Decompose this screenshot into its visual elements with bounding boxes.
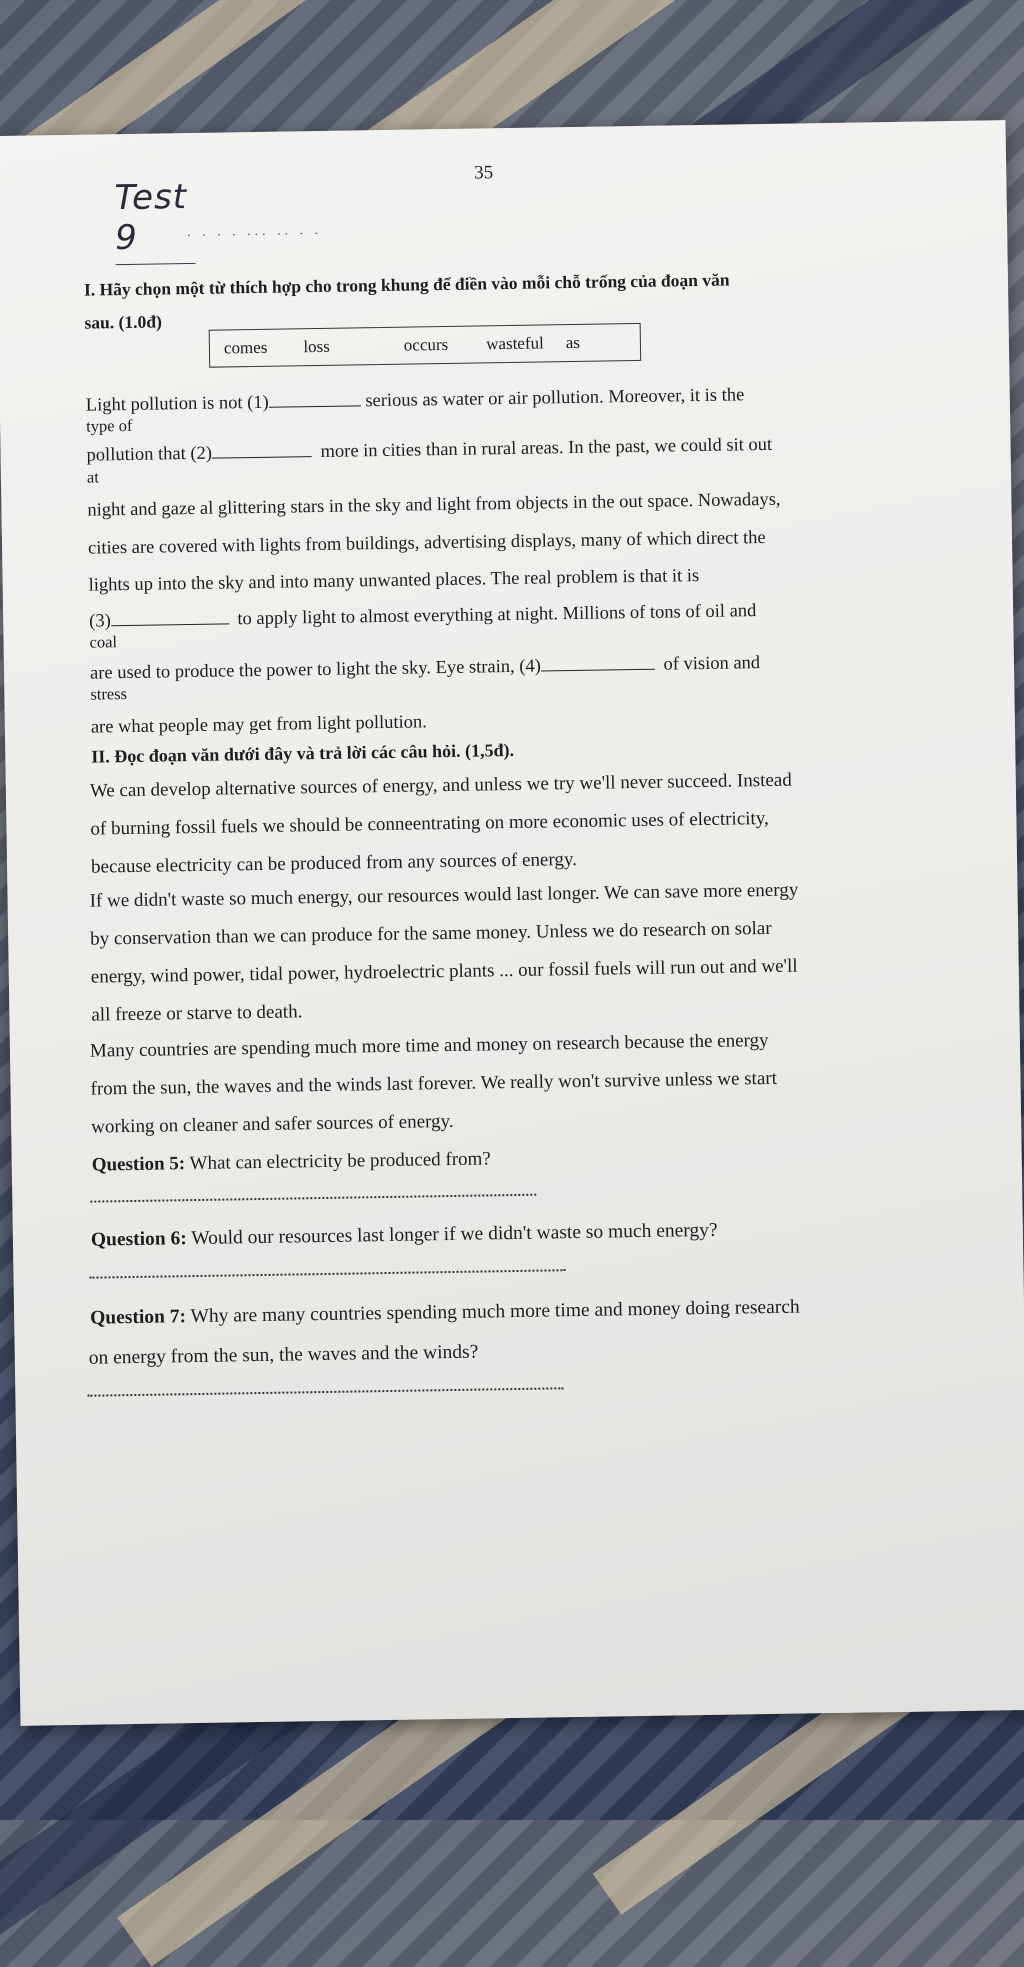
passage-line: type of: [85, 415, 133, 436]
blank-1[interactable]: [269, 404, 361, 407]
paragraph-line: because electricity can be produced from any sources of energy.: [90, 848, 578, 878]
question-7: [90, 1296, 800, 1331]
section2-heading: II. Đọc đoạn văn dưới đây và trả lời các câu hỏi. (1,5đ).: [91, 739, 515, 767]
paragraph-line: Many countries are spending much more time and money on research because the energy: [89, 1030, 769, 1062]
answer-line-6[interactable]: [89, 1267, 565, 1278]
word-option: occurs: [403, 334, 449, 355]
passage-line: [89, 600, 756, 633]
word-option: wasteful: [486, 333, 544, 354]
answer-line-7[interactable]: [87, 1385, 563, 1396]
question-label: Question 7:: [89, 1306, 187, 1329]
passage-text: Light pollution is not (1): [85, 392, 269, 416]
word-box: [209, 323, 642, 368]
passage-line: are what people may get from light pollution.: [90, 712, 427, 738]
question-label: Question 6:: [90, 1228, 187, 1251]
word-option: comes: [223, 337, 268, 358]
passage-line: [90, 652, 760, 685]
passage-line: [86, 384, 745, 417]
passage-text: (3): [89, 611, 111, 632]
passage-line: coal: [89, 632, 118, 652]
section1-heading-cont: sau. (1.0đ): [84, 311, 162, 333]
word-option: loss: [303, 336, 330, 357]
paragraph-line: We can develop alternative sources of energy, and unless we try we'll never succeed. Instead: [89, 769, 792, 802]
faint-dots: . . . . ... .. . .: [186, 222, 323, 241]
passage-text: more in cities than in rural areas. In the past, we could sit out: [320, 434, 773, 462]
question-5: [92, 1148, 491, 1177]
handwritten-title: Test 9: [114, 177, 195, 265]
passage-line: at: [86, 467, 100, 487]
question-text: What can electricity be produced from?: [189, 1148, 491, 1175]
question-6: [91, 1219, 718, 1252]
paragraph-line: working on cleaner and safer sources of energy.: [90, 1110, 454, 1138]
passage-line: lights up into the sky and into many unwanted places. The real problem is that it is: [88, 566, 700, 596]
passage-text: pollution that (2): [86, 443, 213, 466]
question-7-cont: on energy from the sun, the waves and the winds?: [88, 1341, 479, 1369]
question-text: Why are many countries spending much more time and money doing research: [190, 1296, 800, 1328]
passage-text: to apply light to almost everything at night. Millions of tons of oil and: [237, 601, 757, 630]
paragraph-line: from the sun, the waves and the winds last forever. We really won't survive unless we start: [90, 1067, 778, 1100]
passage-line: stress: [90, 684, 128, 704]
passage-text: of vision and: [663, 653, 761, 675]
question-text: Would our resources last longer if we didn't waste so much energy?: [191, 1219, 718, 1250]
page-number: 35: [474, 162, 494, 184]
paragraph-line: by conservation than we can produce for the same money. Unless we do research on solar: [90, 917, 772, 950]
paragraph-line: of burning fossil fuels we should be conneentrating on more economic uses of electricity,: [90, 807, 769, 840]
worksheet-page: [0, 120, 1024, 1726]
passage-line: [86, 434, 772, 467]
passage-line: cities are covered with lights from buildings, advertising displays, many of which direct the: [87, 527, 766, 559]
paragraph-line: all freeze or starve to death.: [91, 1001, 303, 1026]
blank-4[interactable]: [541, 668, 655, 672]
paragraph-line: energy, wind power, tidal power, hydroelectric plants ... our fossil fuels will run out and we'll: [90, 955, 798, 988]
word-option: as: [565, 332, 581, 353]
passage-text: serious as water or air pollution. Moreover, it is the: [365, 385, 745, 412]
blank-2[interactable]: [212, 455, 312, 459]
passage-text: are used to produce the power to light the sky. Eye strain, (4): [89, 656, 542, 684]
question-label: Question 5:: [91, 1153, 186, 1176]
passage-line: night and gaze al glittering stars in the sky and light from objects in the out space. Nowadays,: [87, 489, 781, 521]
paragraph-line: If we didn't waste so much energy, our resources would last longer. We can save more energy: [89, 879, 799, 912]
section1-heading: I. Hãy chọn một từ thích hợp cho trong khung để điền vào mỗi chỗ trống của đoạn văn: [83, 269, 730, 300]
blank-3[interactable]: [111, 622, 229, 626]
answer-line-5[interactable]: [90, 1192, 536, 1203]
